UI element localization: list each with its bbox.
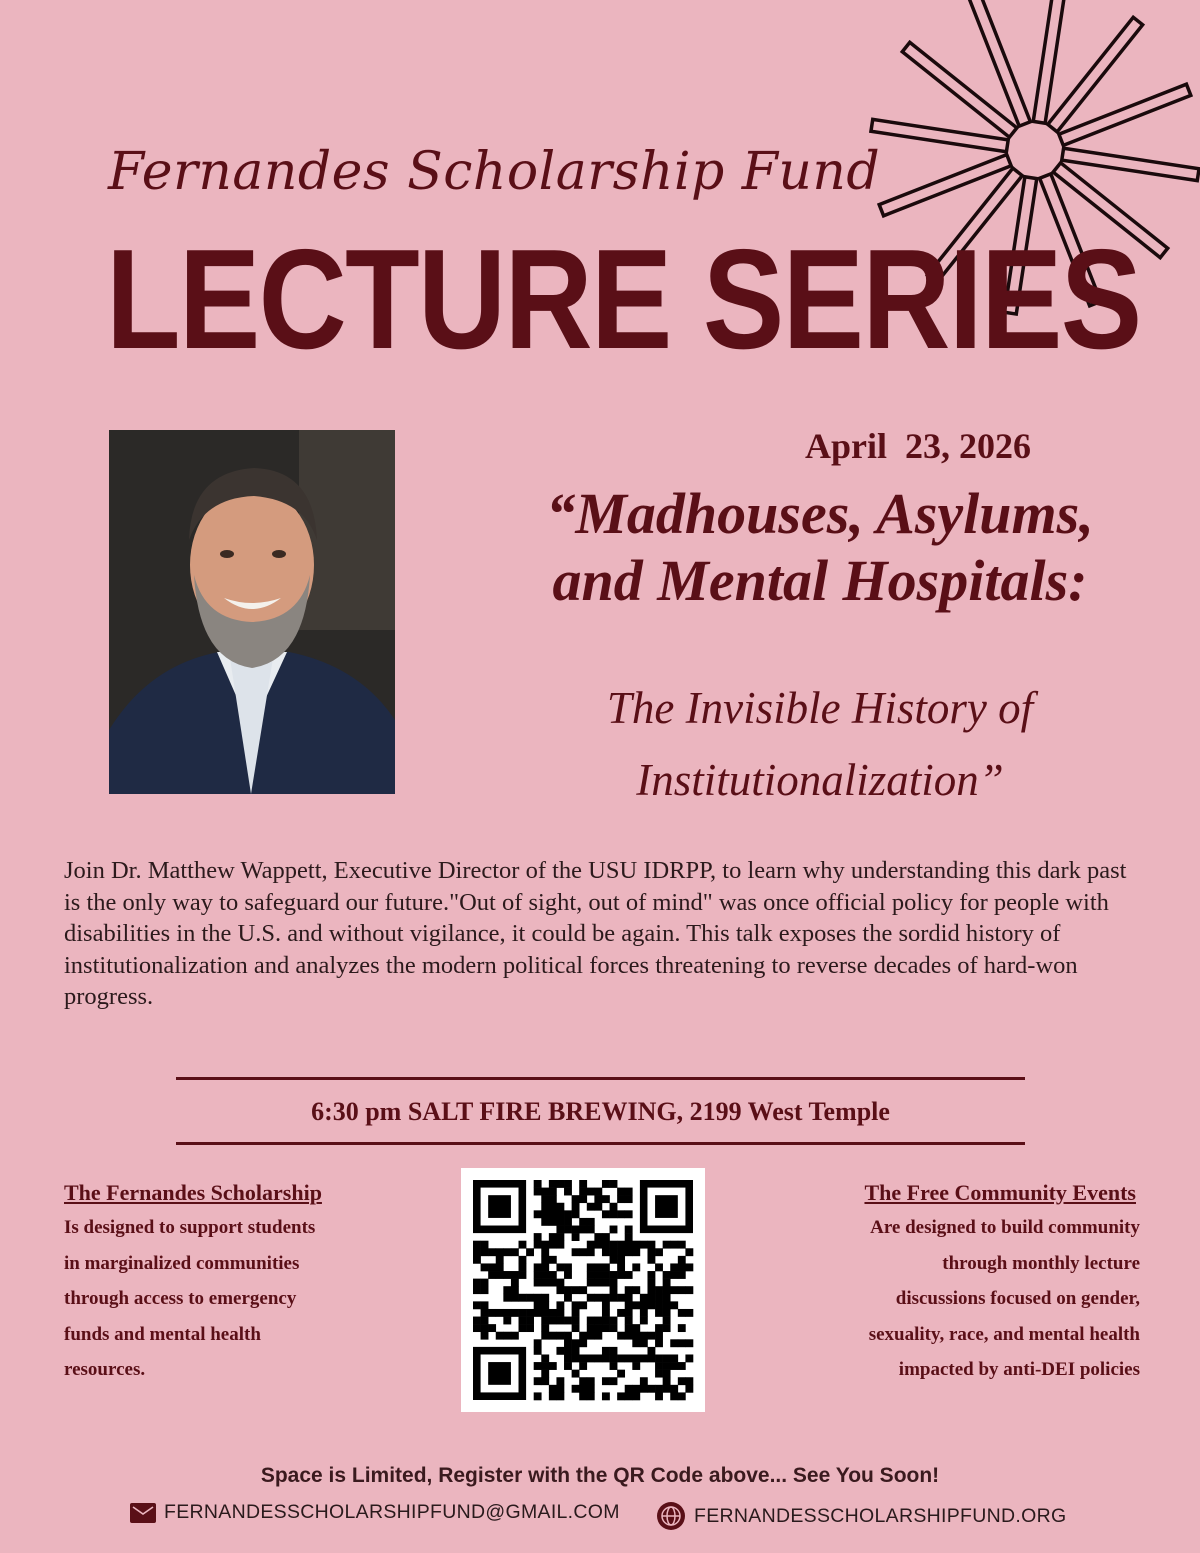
- community-events-line: impacted by anti-DEI policies: [898, 1359, 1140, 1380]
- website-url[interactable]: FERNANDESSCHOLARSHIPFUND.ORG: [694, 1504, 1067, 1527]
- starburst-ray: [969, 0, 1030, 126]
- time-location: 6:30 pm SALT FIRE BREWING, 2199 West Temple: [311, 1097, 890, 1126]
- community-events-text: [790, 1210, 1140, 1388]
- globe-icon: [656, 1501, 686, 1531]
- qr-code[interactable]: [461, 1168, 705, 1412]
- qr-code-icon[interactable]: [461, 1168, 705, 1412]
- scholarship-line: resources.: [64, 1359, 146, 1380]
- community-events-line: through monthly lecture: [942, 1252, 1140, 1274]
- scholarship-line: in marginalized communities: [64, 1252, 300, 1274]
- speaker-photo: [109, 430, 395, 794]
- starburst-ray: [1062, 148, 1199, 180]
- footer-website[interactable]: [656, 1501, 1066, 1531]
- scholarship-heading: The Fernandes Scholarship: [64, 1180, 322, 1205]
- divider-bottom: [176, 1142, 1025, 1145]
- starburst-ray: [1048, 17, 1143, 132]
- speaker-portrait-icon: [109, 430, 395, 794]
- community-events-line: Are designed to build community: [870, 1217, 1140, 1238]
- org-name: Fernandes Scholarship Fund: [108, 142, 881, 202]
- event-date: April 23, 2026: [805, 426, 1032, 466]
- scholarship-line: Is designed to support students: [64, 1217, 316, 1238]
- starburst-ray: [1033, 0, 1065, 123]
- community-events-heading: The Free Community Events: [864, 1180, 1136, 1205]
- event-description: Join Dr. Matthew Wappett, Executive Director of the USU IDRPP, to learn why understanding this dark past is the only way to safeguard our future."Out of sight, out of mind" was once official policy for people with disabilities in the U.S. and without vigilance, it could be again. This talk exposes the sordid history of institutionalization and analyzes the modern political forces threatening to reverse decades of hard-won progress.: [64, 857, 1127, 1010]
- lecture-title-line: and Mental Hospitals:: [552, 548, 1088, 613]
- lecture-subtitle-line: The Invisible History of: [606, 683, 1034, 733]
- community-events-info: [790, 1180, 1140, 1388]
- footer-email[interactable]: [130, 1501, 620, 1524]
- divider-top: [176, 1077, 1025, 1080]
- mail-icon: [130, 1503, 156, 1523]
- starburst-ray: [902, 42, 1017, 137]
- scholarship-line: through access to emergency: [64, 1288, 297, 1309]
- scholarship-text: [64, 1210, 394, 1388]
- starburst-ray: [1059, 84, 1191, 145]
- lecture-title-line: “Madhouses, Asylums,: [546, 481, 1094, 546]
- starburst-ray: [871, 119, 1008, 151]
- starburst-ray: [879, 155, 1011, 216]
- community-events-line: discussions focused on gender,: [895, 1288, 1140, 1309]
- scholarship-line: funds and mental health: [64, 1323, 261, 1345]
- lecture-title: [470, 480, 1170, 614]
- lecture-subtitle-line: Institutionalization”: [636, 755, 1004, 805]
- call-to-action: Space is Limited, Register with the QR Code above... See You Soon!: [260, 1464, 940, 1487]
- email-address[interactable]: FERNANDESSCHOLARSHIPFUND@GMAIL.COM: [164, 1501, 620, 1523]
- lecture-subtitle: [470, 672, 1170, 816]
- series-title: LECTURE SERIES: [106, 220, 1141, 379]
- community-events-line: sexuality, race, and mental health: [868, 1323, 1140, 1345]
- scholarship-info: [64, 1180, 394, 1388]
